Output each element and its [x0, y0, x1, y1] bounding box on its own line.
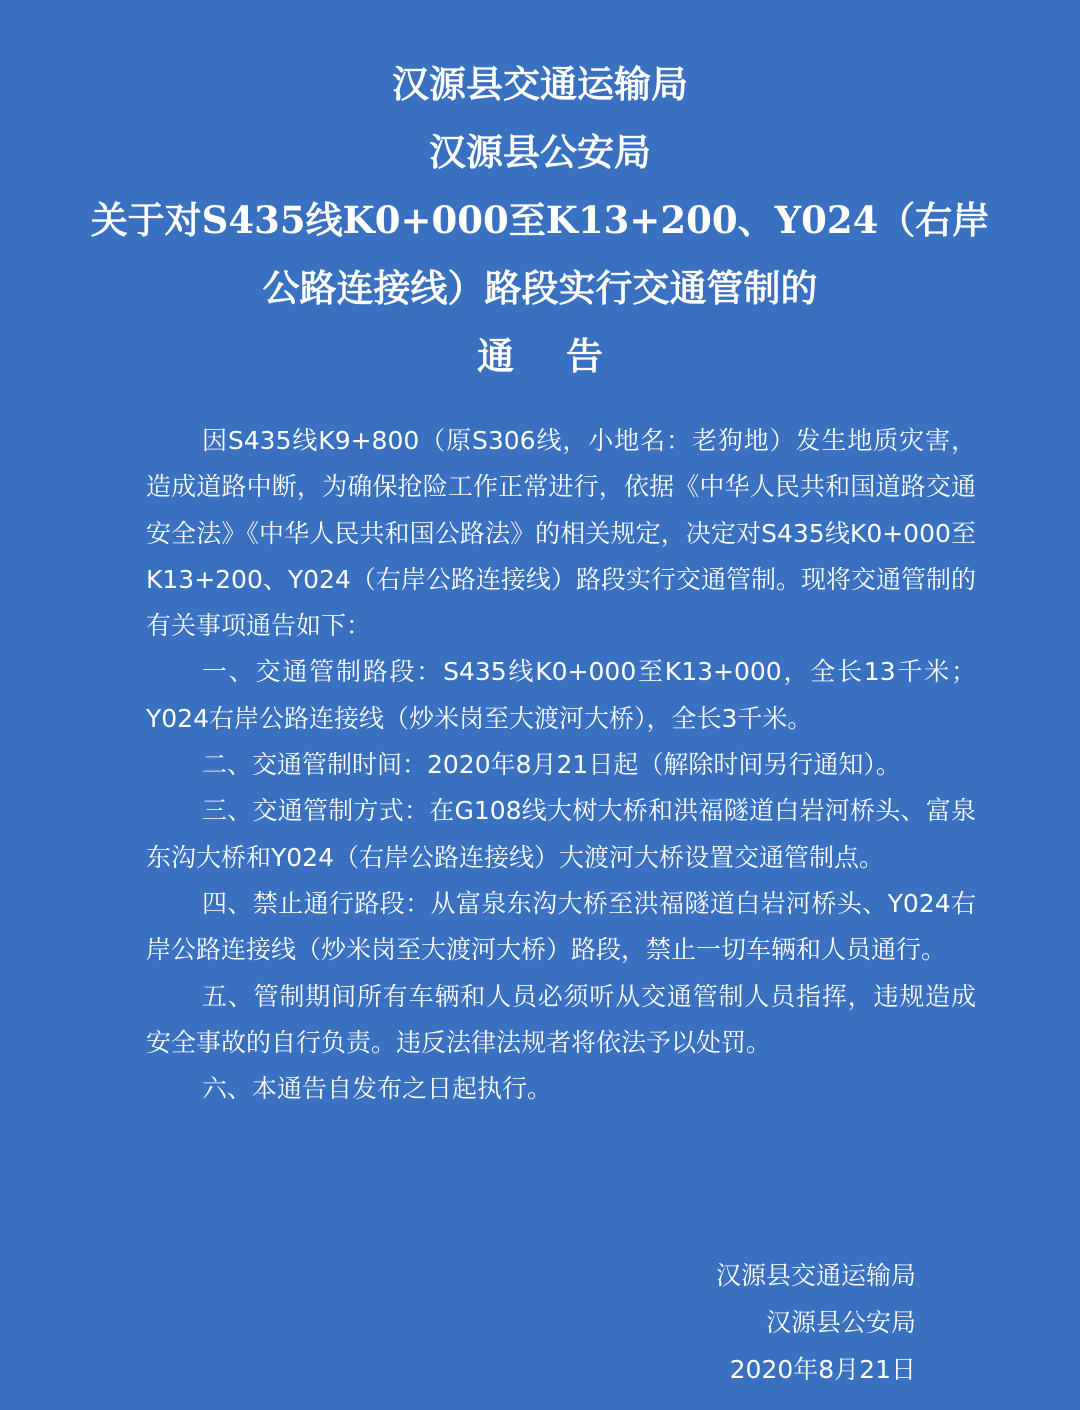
notice-body: [146, 418, 976, 1112]
body-item-control-section: 一、交通管制路段：S435线K0+000至K13+000，全长13千米；Y024右岸公路连接线（炒米岗至大渡河大桥），全长3千米。: [146, 657, 976, 733]
notice-title: [0, 50, 1080, 390]
title-issuer-transport-bureau: 汉源县交通运输局: [392, 62, 688, 106]
title-issuer-public-security-bureau: 汉源县公安局: [429, 130, 651, 174]
title-document-type: 通告: [477, 334, 655, 378]
body-item-compliance: 五、管制期间所有车辆和人员必须听从交通管制人员指挥，违规造成安全事故的自行负责。违反法律法规者将依法予以处罚。: [146, 981, 976, 1057]
signature-date: 2020年8月21日: [729, 1355, 916, 1384]
title-subject-line-2: 公路连接线）路段实行交通管制的: [262, 266, 818, 310]
body-item-control-time: 二、交通管制时间：2020年8月21日起（解除时间另行通知）。: [202, 750, 901, 780]
body-item-effective-date: 六、本通告自发布之日起执行。: [202, 1074, 553, 1104]
title-subject-line-1: 关于对S435线K0+000至K13+200、Y024（右岸: [90, 198, 990, 242]
signature-public-security-bureau: 汉源县公安局: [765, 1308, 916, 1337]
body-item-closed-section: 四、禁止通行路段：从富泉东沟大桥至洪福隧道白岩河桥头、Y024右岸公路连接线（炒米岗至大渡河大桥）路段，禁止一切车辆和人员通行。: [146, 888, 976, 965]
body-paragraph-intro: 因S435线K9+800（原S306线，小地名：老狗地）发生地质灾害，造成道路中断，为确保抢险工作正常进行，依据《中华人民共和国道路交通安全法》《中华人民共和国公路法》的相关规定，决定对S435线K0+000至K13+200、Y024（右岸公路连接线）路段实行交通管制。现将交通管制的有关事项通告如下：: [146, 426, 976, 641]
body-item-control-method: 三、交通管制方式：在G108线大树大桥和洪福隧道白岩河桥头、富泉东沟大桥和Y024（右岸公路连接线）大渡河大桥设置交通管制点。: [146, 796, 976, 872]
signature-block: [716, 1252, 916, 1393]
signature-transport-bureau: 汉源县交通运输局: [715, 1261, 916, 1290]
